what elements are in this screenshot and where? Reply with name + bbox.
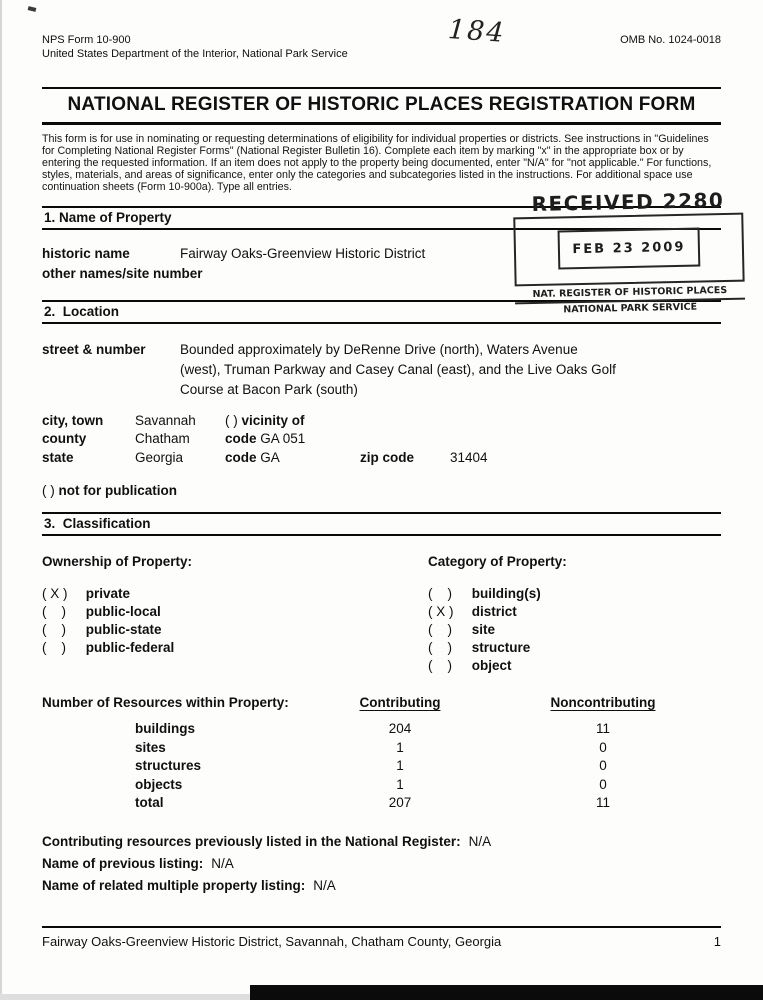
noncontributing-count: 0 — [599, 776, 607, 792]
contributing-count: 207 — [388, 795, 412, 811]
noncontributing-count: 0 — [599, 758, 607, 774]
checkbox-mark: ( ) — [42, 622, 66, 638]
footer-title: Fairway Oaks-Greenview Historic District, Savannah, Chatham County, Georgia — [42, 934, 502, 949]
noncontributing-count: 11 — [595, 721, 610, 737]
checkbox-mark: ( X ) — [428, 604, 454, 620]
checkbox-mark: ( ) — [42, 640, 66, 656]
table-row — [42, 739, 721, 758]
scan-edge — [0, 0, 2, 1000]
not-for-publication-label: not for publication — [58, 483, 177, 499]
previous-listing-label: Name of previous listing: — [42, 855, 204, 871]
county-label: county — [42, 431, 87, 447]
resources-heading: Number of Resources within Property: — [42, 695, 289, 711]
category-option — [428, 639, 567, 657]
state-label: state — [42, 449, 74, 465]
resources-header — [42, 695, 721, 710]
category-option — [428, 657, 567, 675]
contributing-column-header: Contributing — [359, 695, 441, 711]
other-names-label: other names/site number — [42, 265, 203, 281]
category-option — [428, 585, 567, 603]
form-number: NPS Form 10-900 — [42, 34, 131, 46]
stamp-received-text: RECEIVED 2280 — [531, 187, 725, 217]
city-row — [42, 412, 721, 431]
section-1-heading: 1. Name of Property — [42, 206, 721, 230]
checkbox-mark: ( ) — [428, 640, 452, 656]
received-stamp — [513, 188, 746, 317]
checkbox-label: public-local — [85, 604, 161, 620]
form-header-left — [42, 34, 348, 61]
not-for-publication-checkbox: ( ) — [42, 483, 55, 499]
vicinity-field — [225, 412, 305, 431]
city-label: city, town — [42, 412, 104, 428]
table-row — [42, 720, 721, 739]
category-column — [428, 554, 567, 675]
historic-name-value: Fairway Oaks-Greenview Historic District — [180, 245, 426, 261]
noncontributing-count: 11 — [595, 795, 610, 811]
checkbox-label: private — [85, 586, 131, 602]
previous-listings-block — [42, 831, 721, 897]
previous-listing-value: N/A — [211, 855, 234, 871]
checkbox-mark: ( ) — [42, 604, 66, 620]
street-number-label: street & number — [42, 341, 146, 357]
resource-type: structures — [135, 758, 202, 774]
ownership-option — [42, 585, 428, 603]
street-number-row — [42, 340, 721, 400]
historic-name-label: historic name — [42, 245, 130, 261]
category-option — [428, 603, 567, 621]
stamp-date: FEB 23 2009 — [558, 228, 701, 270]
state-code-value: GA — [260, 449, 280, 465]
contributing-count: 204 — [388, 721, 412, 737]
county-code-field — [225, 430, 360, 449]
city-value: Savannah — [135, 412, 196, 428]
section-3-heading: 3. Classification — [42, 512, 721, 536]
related-listing-label: Name of related multiple property listing: — [42, 877, 306, 893]
previously-listed-row — [42, 831, 721, 853]
checkbox-mark: ( ) — [428, 586, 452, 602]
state-value: Georgia — [135, 449, 184, 465]
form-title: NATIONAL REGISTER OF HISTORIC PLACES REGISTRATION FORM — [42, 87, 721, 125]
form-instructions: This form is for use in nominating or requesting determinations of eligibility for individual properties or districts. See instructions in "Guidelines for Completing National Register Forms" (National Register Bulletin 16). Complete each item by marking "x" in the appropriate box or by entering the requested information. If an item does not apply to the property being documented, enter "N/A" for "not applicable." For functions, styles, materials, and areas of significance, enter only the categories and subcategories listed in the instructions. For additional space use continuation sheets (Form 10-900a). Type all entries. — [42, 133, 712, 193]
form-header — [42, 0, 721, 61]
previously-listed-label: Contributing resources previously listed in the National Register: — [42, 833, 461, 849]
checkbox-mark: ( ) — [428, 658, 452, 674]
agency-name: United States Department of the Interior, National Park Service — [42, 47, 348, 60]
ownership-option — [42, 603, 428, 621]
stamp-org-line2: NATIONAL PARK SERVICE — [563, 301, 698, 316]
state-code-field — [225, 449, 360, 468]
vicinity-label: vicinity of — [241, 412, 305, 428]
county-code-label: code — [225, 431, 257, 447]
noncontributing-column-header: Noncontributing — [550, 695, 656, 711]
contributing-count: 1 — [396, 776, 404, 792]
omb-number: OMB No. 1024-0018 — [620, 34, 721, 46]
resource-type: sites — [135, 739, 166, 755]
page-number: 1 — [713, 934, 721, 949]
resources-table — [42, 720, 721, 813]
checkbox-label: public-state — [85, 622, 162, 638]
state-code-label: code — [225, 449, 257, 465]
category-option — [428, 621, 567, 639]
noncontributing-count: 0 — [599, 739, 607, 755]
table-row — [42, 794, 721, 813]
ownership-heading: Ownership of Property: — [42, 554, 193, 570]
county-code-value: GA 051 — [260, 431, 306, 447]
checkbox-mark: ( ) — [428, 622, 452, 638]
resource-type: buildings — [135, 721, 195, 737]
city-county-state-block — [42, 412, 721, 468]
table-row — [42, 757, 721, 776]
stamp-outer-box — [513, 213, 744, 287]
street-number-value: Bounded approximately by DeRenne Drive (north), Waters Avenue (west), Truman Parkway and Casey Canal (east), and the Live Oaks Golf Course at Bacon Park (south) — [180, 341, 616, 397]
state-row — [42, 449, 721, 468]
zip-code-value: 31404 — [450, 449, 488, 465]
checkbox-mark: ( X ) — [42, 586, 68, 602]
ownership-option — [42, 639, 428, 657]
page-footer — [42, 926, 721, 949]
county-row — [42, 430, 721, 449]
checkbox-label: object — [471, 658, 512, 674]
zip-code-label: zip code — [360, 449, 415, 465]
classification-columns — [42, 554, 721, 675]
stamp-org-line1: NAT. REGISTER OF HISTORIC PLACES — [515, 282, 745, 305]
ownership-option — [42, 621, 428, 639]
checkbox-label: district — [471, 604, 517, 620]
checkbox-label: structure — [471, 640, 531, 656]
category-heading: Category of Property: — [428, 554, 567, 570]
scan-artifact-black-bar — [250, 985, 763, 1000]
checkbox-label: building(s) — [471, 586, 541, 602]
handwritten-number: 184 — [446, 14, 507, 49]
table-row — [42, 776, 721, 795]
resource-type: total — [135, 795, 164, 811]
checkbox-label: site — [471, 622, 496, 638]
related-listing-row — [42, 875, 721, 897]
ownership-column — [42, 554, 428, 675]
contributing-count: 1 — [396, 739, 404, 755]
previous-listing-row — [42, 853, 721, 875]
county-value: Chatham — [135, 431, 190, 447]
scan-artifact-gray-bar — [0, 994, 252, 1000]
related-listing-value: N/A — [313, 877, 336, 893]
not-for-publication-field — [42, 483, 721, 498]
contributing-count: 1 — [396, 758, 404, 774]
resource-type: objects — [135, 776, 183, 792]
previously-listed-value: N/A — [468, 833, 492, 849]
vicinity-checkbox: ( ) — [225, 412, 238, 428]
checkbox-label: public-federal — [85, 640, 175, 656]
section-2-heading: 2. Location — [42, 300, 721, 324]
